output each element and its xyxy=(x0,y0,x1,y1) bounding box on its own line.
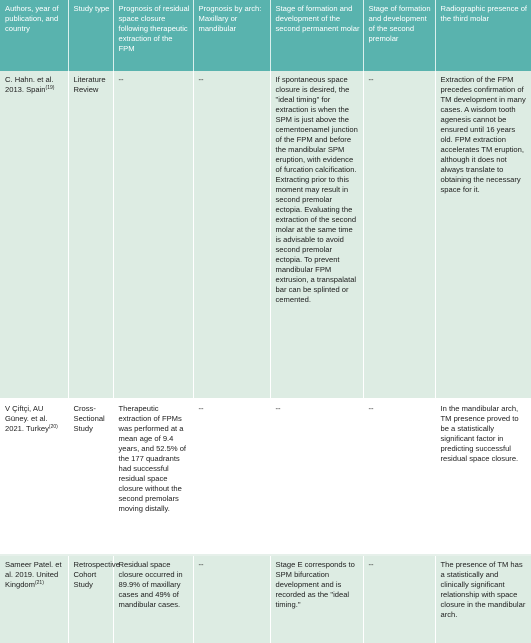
reference-number: (20) xyxy=(48,424,58,431)
cell-third-molar: The presence of TM has a statistically and clinically significant relationship with space closure in the mandibular arch. xyxy=(435,555,531,643)
cell-premolar-stage: -- xyxy=(363,71,435,399)
author-text: C. Hahn. et al. 2013. Spain xyxy=(5,75,54,95)
reference-number: (19) xyxy=(45,85,55,92)
cell-spm-stage: Stage E corresponds to SPM bifurcation development and is recorded as the "ideal timing." xyxy=(270,555,363,643)
cell-premolar-stage: -- xyxy=(363,399,435,555)
header-arch: Prognosis by arch: Maxillary or mandibular xyxy=(193,0,270,71)
cell-spm-stage: If spontaneous space closure is desired, the "ideal timing" for extraction is when the SPM is just above the cementoenamel junction of the FPM and before the mandibular SPM eruption, with evidence of furcation calcification. Extracting prior to this moment may result in second premolar ectopia. Evaluating the extraction of the second molar at the same time is advisable to avoid second premolar ectopia. To prevent mandibular FPM extrusion, a transpalatal bar can be splinted or cemented. xyxy=(270,71,363,399)
cell-study-type: Retrospective Cohort Study xyxy=(68,555,113,643)
reference-number: (21) xyxy=(34,580,44,587)
cell-arch: -- xyxy=(193,399,270,555)
header-third-molar: Radiographic presence of the third molar xyxy=(435,0,531,71)
cell-prognosis: -- xyxy=(113,71,193,399)
cell-third-molar: In the mandibular arch, TM presence proved to be a statistically significant factor in predicting successful residual space closure. xyxy=(435,399,531,555)
table-header xyxy=(0,0,531,71)
cell-prognosis: Residual space closure occurred in 89.9% of maxillary cases and 49% of mandibular cases. xyxy=(113,555,193,643)
header-study-type: Study type xyxy=(68,0,113,71)
cell-study-type: Literature Review xyxy=(68,71,113,399)
table-row xyxy=(0,555,531,643)
table-row xyxy=(0,399,531,555)
cell-author xyxy=(0,555,68,643)
header-premolar-stage: Stage of formation and development of the second premolar xyxy=(363,0,435,71)
author-text: V Çiftçi, AU Güney. et al. 2021. Turkey xyxy=(5,404,49,434)
cell-spm-stage: -- xyxy=(270,399,363,555)
cell-arch: -- xyxy=(193,555,270,643)
header-spm-stage: Stage of formation and development of the second permanent molar xyxy=(270,0,363,71)
cell-author xyxy=(0,71,68,399)
header-row xyxy=(0,0,531,71)
header-author: Authors, year of publication, and country xyxy=(0,0,68,71)
cell-author xyxy=(0,399,68,555)
cell-prognosis: Therapeutic extraction of FPMs was performed at a mean age of 9.4 years, and 52.5% of the 177 quadrants had successful residual space closure without the second premolars moving distally. xyxy=(113,399,193,555)
author-text: Sameer Patel. et al. 2019. United Kingdom xyxy=(5,560,62,590)
cell-study-type: Cross-Sectional Study xyxy=(68,399,113,555)
table-row xyxy=(0,71,531,399)
cell-arch: -- xyxy=(193,71,270,399)
header-prognosis: Prognosis of residual space closure following therapeutic extraction of the FPM xyxy=(113,0,193,71)
cell-third-molar: Extraction of the FPM precedes confirmation of TM development in many cases. A wisdom tooth agenesis cannot be ensured until 16 years old. FPM extraction accelerates TM eruption, although it does not always translate to obtaining the necessary space for it. xyxy=(435,71,531,399)
cell-premolar-stage: -- xyxy=(363,555,435,643)
